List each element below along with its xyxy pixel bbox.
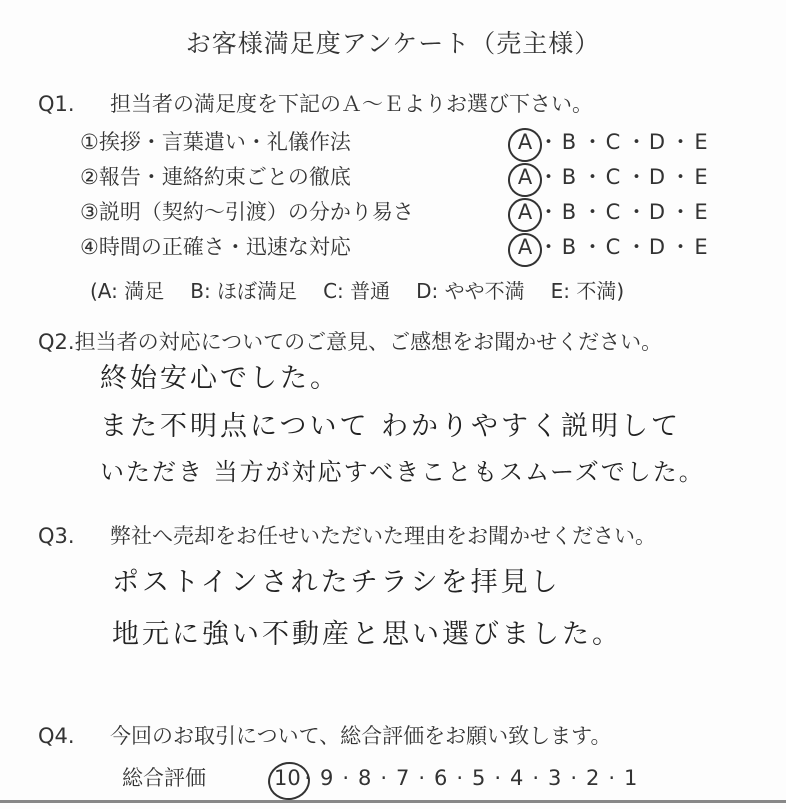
- question-3-number: Q3.: [38, 524, 75, 548]
- score-separator: ·: [304, 766, 312, 790]
- legend-item: (A: 満足: [90, 279, 165, 303]
- grade-option: D: [648, 165, 666, 189]
- legend-item: D: やや不満: [416, 279, 525, 303]
- grade-separator: ・: [670, 235, 691, 259]
- overall-rating-label: 総合評価: [122, 766, 206, 790]
- question-1-number: Q1.: [38, 92, 75, 116]
- grade-separator: ・: [582, 130, 603, 154]
- grade-option: E: [694, 165, 708, 189]
- score-option: 5: [472, 766, 486, 790]
- grade-option: C: [605, 200, 621, 224]
- handwritten-answer-line: また不明点について わかりやすく説明して: [100, 411, 682, 442]
- rating-row-label: ④時間の正確さ・迅速な対応: [80, 235, 351, 259]
- score-separator: ·: [608, 766, 616, 790]
- score-separator: ·: [570, 766, 578, 790]
- grade-option: B: [561, 130, 577, 154]
- question-3: [38, 520, 656, 550]
- grade-separator: ・: [538, 235, 559, 259]
- grade-separator: ・: [582, 165, 603, 189]
- score-option: 7: [396, 766, 410, 790]
- rating-row: [80, 126, 740, 156]
- grade-option-selected: A: [512, 130, 538, 154]
- handwritten-answer-line: いただき 当方が対応すべきこともスムーズでした。: [100, 458, 705, 486]
- grade-option: D: [648, 235, 666, 259]
- score-option: 1: [624, 766, 638, 790]
- handwritten-answer-line: 地元に強い不動産と思い選びました。: [112, 619, 622, 650]
- grade-separator: ・: [538, 165, 559, 189]
- score-separator: ·: [380, 766, 388, 790]
- rating-grades: [512, 231, 714, 261]
- grade-separator: ・: [670, 165, 691, 189]
- legend-item: E: 不満): [550, 279, 625, 303]
- grade-separator: ・: [670, 200, 691, 224]
- score-option: 8: [358, 766, 372, 790]
- rating-grades: [512, 161, 714, 191]
- grade-separator: ・: [670, 130, 691, 154]
- question-2: [38, 326, 662, 356]
- rating-row: [80, 161, 740, 191]
- grade-option: B: [561, 200, 577, 224]
- grade-separator: ・: [582, 235, 603, 259]
- grade-option: C: [605, 130, 621, 154]
- grade-separator: ・: [538, 200, 559, 224]
- score-option: 2: [586, 766, 600, 790]
- score-option-selected: 10: [274, 766, 301, 790]
- rating-row-label: ③説明（契約～引渡）の分かり易さ: [80, 200, 414, 224]
- overall-rating-scale: [122, 762, 643, 792]
- score-separator: ·: [532, 766, 540, 790]
- grade-option: D: [648, 200, 666, 224]
- grade-legend: [90, 275, 650, 304]
- bottom-edge-line: [0, 800, 786, 803]
- grade-option: C: [605, 235, 621, 259]
- rating-row-label: ①挨拶・言葉遣い・礼儀作法: [80, 130, 351, 154]
- grade-option: B: [561, 165, 577, 189]
- score-separator: ·: [456, 766, 464, 790]
- handwritten-answer-line: ポストインされたチラシを拝見し: [112, 567, 561, 598]
- score-separator: ·: [494, 766, 502, 790]
- rating-grades: [512, 126, 714, 156]
- legend-item: C: 普通: [323, 279, 391, 303]
- grade-option: E: [694, 130, 708, 154]
- rating-row-label: ②報告・連絡約束ごとの徹底: [80, 165, 351, 189]
- score-option: 6: [434, 766, 448, 790]
- score-option: 3: [548, 766, 562, 790]
- handwritten-answer-line: 終始安心でした。: [100, 363, 340, 394]
- grade-option-selected: A: [512, 200, 538, 224]
- question-2-text: 担当者の対応についてのご意見、ご感想をお聞かせください。: [74, 330, 663, 354]
- grade-option: E: [694, 200, 708, 224]
- grade-separator: ・: [626, 200, 647, 224]
- grade-separator: ・: [626, 130, 647, 154]
- grade-separator: ・: [582, 200, 603, 224]
- grade-option-selected: A: [512, 235, 538, 259]
- grade-option: E: [694, 235, 708, 259]
- rating-row: [80, 196, 740, 226]
- grade-option-selected: A: [512, 165, 538, 189]
- page-title: お客様満足度アンケート（売主様）: [185, 29, 601, 58]
- overall-rating-scores: [274, 766, 643, 790]
- grade-option: C: [605, 165, 621, 189]
- question-4-number: Q4.: [38, 724, 75, 748]
- rating-grades: [512, 196, 714, 226]
- question-2-number: Q2.: [38, 330, 75, 354]
- question-4: [38, 720, 611, 750]
- grade-separator: ・: [626, 235, 647, 259]
- question-4-text: 今回のお取引について、総合評価をお願い致します。: [110, 724, 612, 748]
- grade-separator: ・: [538, 130, 559, 154]
- grade-option: B: [561, 235, 577, 259]
- question-3-text: 弊社へ売却をお任せいただいた理由をお聞かせください。: [110, 524, 656, 548]
- question-1: [38, 88, 593, 118]
- legend-item: B: ほぼ満足: [190, 279, 298, 303]
- score-separator: ·: [342, 766, 350, 790]
- score-option: 9: [320, 766, 334, 790]
- rating-row: [80, 231, 740, 261]
- score-option: 4: [510, 766, 524, 790]
- grade-separator: ・: [626, 165, 647, 189]
- question-1-text: 担当者の満足度を下記のＡ～Ｅよりお選び下さい。: [110, 92, 593, 116]
- score-separator: ·: [418, 766, 426, 790]
- grade-option: D: [648, 130, 666, 154]
